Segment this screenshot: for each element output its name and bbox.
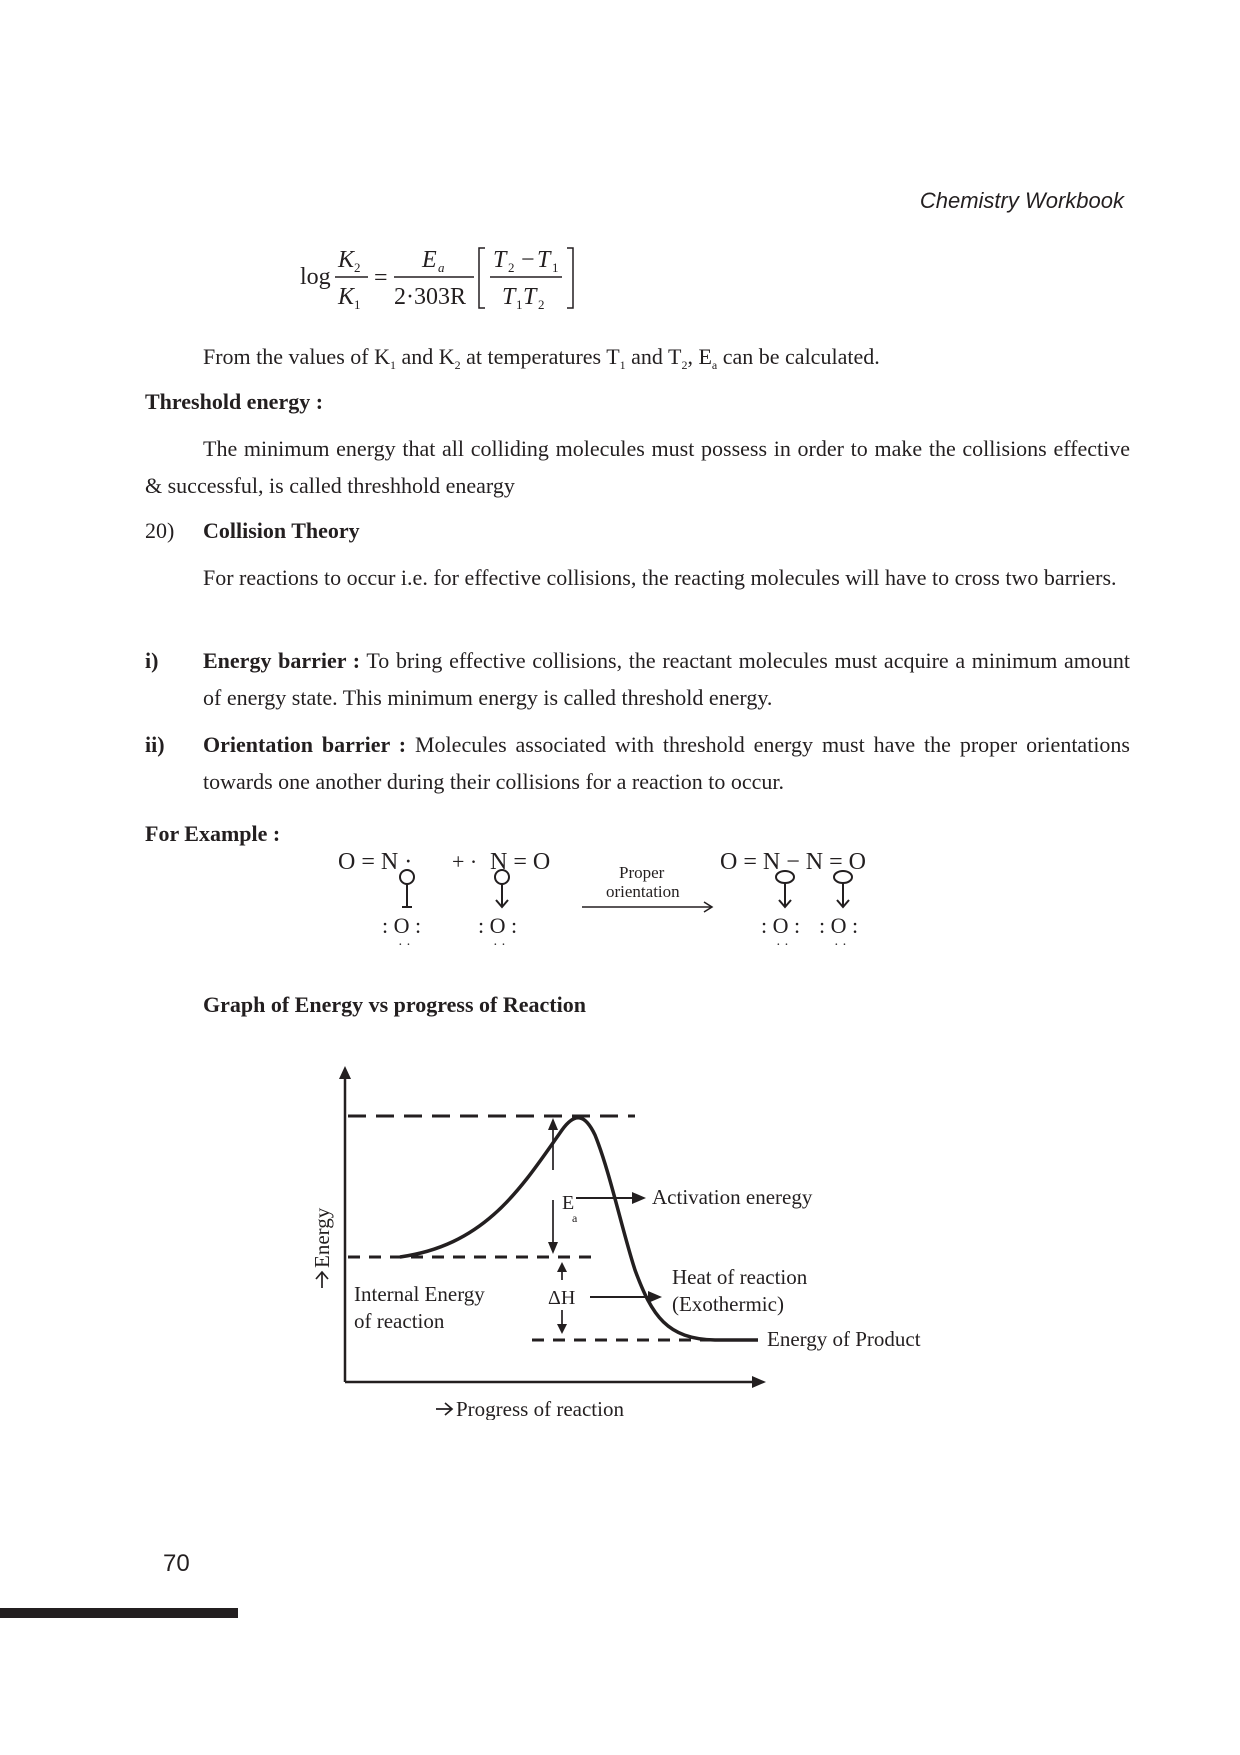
collision-number: 20) (145, 518, 175, 543)
nitrogen-dioxide-reaction (330, 845, 950, 955)
intro-part-3: at temperatures T (460, 344, 620, 369)
threshold-heading: Threshold energy : (145, 389, 324, 414)
heat-up-arrow-head (557, 1262, 567, 1272)
product-n2o4: O = N − N = O (720, 849, 866, 875)
heat-label-line-2: (Exothermic) (672, 1292, 784, 1316)
internal-energy-label-line-1: Internal Energy (354, 1282, 485, 1306)
x-axis-label-arrow (436, 1403, 452, 1415)
formula-k2-sub: 2 (354, 260, 361, 275)
formula-equals: = (374, 265, 388, 291)
activation-symbol-subscript: a (572, 1211, 578, 1225)
energy-barrier-title: Energy barrier : (203, 648, 361, 673)
heat-label-line-1: Heat of reaction (672, 1265, 808, 1289)
product-left-oxygen-dots: · · (776, 938, 789, 953)
formula-t1-sub: 1 (552, 260, 559, 275)
formula-k1: K (338, 284, 355, 310)
energy-barrier-marker: i) (145, 648, 159, 673)
formula-left-bracket (479, 248, 485, 308)
reactant-right-no2: N = O (490, 849, 551, 875)
intro-t2-subscript: 2 (681, 358, 688, 372)
footer-rule (0, 1608, 238, 1618)
formula-ea: E (422, 247, 437, 273)
formula-t1t2-second: T (523, 284, 537, 310)
formula-right-bracket (567, 248, 573, 308)
intro-part-2: and K (395, 344, 455, 369)
formula-ea-sub: a (438, 260, 445, 275)
formula-t2: T (493, 247, 507, 273)
orientation-arrow-label-top: Proper (619, 863, 665, 882)
y-axis-label-arrow (316, 1272, 328, 1288)
activation-down-arrow-head (548, 1242, 558, 1254)
orientation-barrier-description: Molecules associated with threshold energy must have the proper orientations towards one another during their collisions for a reaction to occur. (203, 732, 1130, 794)
y-axis-label-text: Energy (310, 1207, 334, 1268)
product-energy-label: Energy of Product (767, 1327, 921, 1351)
x-axis-label-text: Progress of reaction (456, 1397, 624, 1420)
page-number: 70 (163, 1550, 190, 1577)
intro-sentence (203, 338, 1130, 384)
energy-graph-title: Graph of Energy vs progress of Reaction (203, 992, 586, 1017)
product-right-oxygen-dots: · · (834, 938, 847, 953)
delta-h-symbol: ΔH (548, 1287, 576, 1309)
running-header: Chemistry Workbook (919, 188, 1124, 213)
formula-t1t2-sub2: 2 (538, 297, 545, 312)
product-right-bond (834, 871, 852, 907)
reactant-right-oxygen: : O : (478, 913, 518, 938)
formula-t1t2-sub1: 1 (516, 297, 523, 312)
reactant-left-no2: O = N · (338, 849, 413, 875)
heat-down-arrow-head (557, 1324, 567, 1334)
reactant-right-oxygen-dots: · · (493, 938, 506, 953)
intro-part-1: From the values of K (203, 344, 390, 369)
activation-label-arrow-head (632, 1192, 646, 1204)
formula-t1t2-first: T (502, 284, 516, 310)
y-axis-arrow (339, 1066, 351, 1079)
energy-profile-graph (270, 1060, 970, 1420)
reactant-right-bond (495, 870, 509, 907)
reactant-left-oxygen-dots: · · (398, 938, 411, 953)
heat-label-arrow-head (648, 1291, 662, 1303)
intro-part-4: and T (625, 344, 682, 369)
energy-barrier-text (203, 642, 1130, 716)
orientation-barrier-marker: ii) (145, 732, 165, 757)
activation-symbol: E (562, 1192, 575, 1214)
intro-part-6: can be calculated. (717, 344, 880, 369)
collision-heading: Collision Theory (203, 518, 360, 543)
product-left-bond (776, 871, 794, 907)
formula-log: log (300, 264, 331, 290)
intro-k2-subscript: 2 (454, 358, 461, 372)
formula-k2: K (338, 247, 355, 273)
internal-energy-label-line-2: of reaction (354, 1309, 445, 1333)
activation-label: Activation eneregy (652, 1185, 813, 1209)
arrhenius-formula (290, 238, 590, 316)
formula-k1-sub: 1 (354, 297, 361, 312)
reactant-left-bond (400, 870, 414, 907)
collision-intro: For reactions to occur i.e. for effective collisions, the reacting molecules will have to cross two barriers. (203, 565, 1117, 590)
orientation-arrow-label-bottom: orientation (606, 882, 680, 901)
activation-up-arrow-head (548, 1118, 558, 1130)
product-left-oxygen: : O : (761, 913, 801, 938)
x-axis-arrow (752, 1376, 766, 1388)
intro-part-5: , E (687, 344, 712, 369)
reactant-left-oxygen: : O : (382, 913, 422, 938)
product-right-oxygen: : O : (819, 913, 859, 938)
formula-denominator: 2·303R (394, 284, 466, 310)
y-axis-label (310, 1207, 334, 1288)
example-heading: For Example : (145, 821, 281, 846)
intro-t1-subscript: 1 (619, 358, 626, 372)
formula-minus: − (521, 247, 535, 273)
x-axis-label (436, 1397, 624, 1420)
formula-t1: T (537, 247, 551, 273)
intro-k1-subscript: 1 (389, 358, 396, 372)
orientation-barrier-text (203, 726, 1130, 800)
intro-ea-subscript: a (711, 358, 718, 372)
orientation-barrier-title: Orientation barrier : (203, 732, 407, 757)
formula-t2-sub: 2 (508, 260, 515, 275)
reaction-plus: + · (452, 849, 478, 874)
energy-barrier-description: To bring effective collisions, the reactant molecules must acquire a minimum amount of energy state. This minimum energy is called threshold energy. (203, 648, 1130, 710)
threshold-definition: The minimum energy that all colliding molecules must possess in order to make the collisions effective & successful, is called threshhold eneargy (145, 436, 1130, 498)
